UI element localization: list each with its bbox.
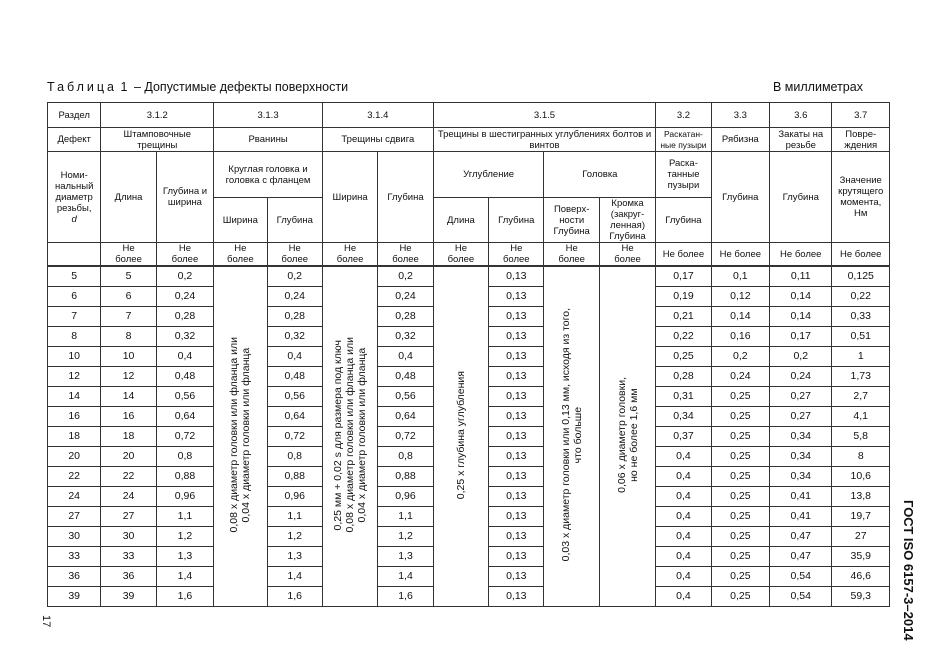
- cell-length-312: 30: [101, 527, 156, 547]
- cell-depth-313: 1,4: [267, 567, 322, 587]
- cell-pitting: 0,25: [711, 527, 769, 547]
- cell-torque: 4,1: [832, 407, 890, 427]
- cell-torque: 0,22: [832, 287, 890, 307]
- cell-thread-laps: 0,11: [770, 266, 832, 287]
- cell-torque: 10,6: [832, 467, 890, 487]
- cell-depth-314: 0,64: [378, 407, 433, 427]
- header-depth-33: Глубина: [711, 152, 769, 243]
- cell-length-312: 6: [101, 287, 156, 307]
- cell-depth-313: 0,4: [267, 347, 322, 367]
- cell-length-312: 8: [101, 327, 156, 347]
- cell-depth-313: 0,88: [267, 467, 322, 487]
- cell-torque: 2,7: [832, 387, 890, 407]
- cell-rolled-bubbles: 0,4: [656, 447, 711, 467]
- cell-depth-314: 0,72: [378, 427, 433, 447]
- cell-torque: 0,51: [832, 327, 890, 347]
- defect-thread-laps: Закаты на резьбе: [770, 128, 832, 152]
- cell-depth-312: 0,8: [156, 447, 213, 467]
- header-rolled-bubbles: Раска-танные пузыри: [656, 152, 711, 198]
- cell-depth-313: 0,32: [267, 327, 322, 347]
- not-more-label: Не более: [489, 243, 544, 267]
- section-3-1-4: 3.1.4: [322, 103, 433, 128]
- cell-rolled-bubbles: 0,31: [656, 387, 711, 407]
- cell-depth-314: 1,1: [378, 507, 433, 527]
- cell-pitting: 0,25: [711, 387, 769, 407]
- cell-thread-laps: 0,24: [770, 367, 832, 387]
- cell-torque: 27: [832, 527, 890, 547]
- cell-depth-312: 0,56: [156, 387, 213, 407]
- cell-recess-depth: 0,13: [489, 407, 544, 427]
- cell-depth-312: 0,2: [156, 266, 213, 287]
- cell-width-314-formula-text: 0,25 мм + 0,02 s для размера под ключ 0,08 x диаметр головки или фланца или 0,04 x диаметр головки или фланца: [332, 337, 369, 533]
- cell-recess-depth: 0,13: [489, 447, 544, 467]
- cell-depth-314: 0,48: [378, 367, 433, 387]
- cell-diameter: 5: [48, 266, 101, 287]
- not-more-label: Не более: [433, 243, 488, 267]
- not-more-label: Не более: [378, 243, 433, 267]
- section-3-7: 3.7: [832, 103, 890, 128]
- not-more-label: Не более: [101, 243, 156, 267]
- header-edge-depth: Кромка (закруг-ленная) Глубина: [599, 198, 655, 243]
- cell-depth-313: 0,2: [267, 266, 322, 287]
- cell-thread-laps: 0,27: [770, 407, 832, 427]
- cell-torque: 35,9: [832, 547, 890, 567]
- cell-thread-laps: 0,47: [770, 547, 832, 567]
- cell-depth-312: 0,88: [156, 467, 213, 487]
- cell-length-312: 12: [101, 367, 156, 387]
- cell-pitting: 0,25: [711, 507, 769, 527]
- header-head: Головка: [544, 152, 656, 198]
- cell-thread-laps: 0,14: [770, 287, 832, 307]
- cell-rolled-bubbles: 0,21: [656, 307, 711, 327]
- section-3-6: 3.6: [770, 103, 832, 128]
- cell-diameter: 27: [48, 507, 101, 527]
- cell-depth-313: 1,2: [267, 527, 322, 547]
- cell-pitting: 0,25: [711, 487, 769, 507]
- cell-length-312: 39: [101, 587, 156, 607]
- cell-pitting: 0,25: [711, 467, 769, 487]
- cell-length-312: 22: [101, 467, 156, 487]
- section-3-2: 3.2: [656, 103, 711, 128]
- cell-torque: 8: [832, 447, 890, 467]
- cell-diameter: 36: [48, 567, 101, 587]
- cell-pitting: 0,16: [711, 327, 769, 347]
- not-more-label: Не более: [544, 243, 599, 267]
- cell-depth-313: 0,64: [267, 407, 322, 427]
- header-defekt: Дефект: [48, 128, 101, 152]
- cell-diameter: 24: [48, 487, 101, 507]
- cell-diameter: 30: [48, 527, 101, 547]
- cell-pitting: 0,25: [711, 547, 769, 567]
- cell-pitting: 0,25: [711, 567, 769, 587]
- not-more-label: Не более: [156, 243, 213, 267]
- cell-recess-length-formula-text: 0,25 x глубина углубления: [454, 370, 467, 500]
- cell-rolled-bubbles: 0,34: [656, 407, 711, 427]
- cell-depth-314: 1,2: [378, 527, 433, 547]
- section-3-1-5: 3.1.5: [433, 103, 656, 128]
- cell-depth-314: 1,6: [378, 587, 433, 607]
- cell-diameter: 8: [48, 327, 101, 347]
- cell-diameter: 10: [48, 347, 101, 367]
- cell-length-312: 36: [101, 567, 156, 587]
- cell-length-312: 16: [101, 407, 156, 427]
- cell-recess-depth: 0,13: [489, 387, 544, 407]
- cell-diameter: 7: [48, 307, 101, 327]
- cell-pitting: 0,25: [711, 407, 769, 427]
- cell-thread-laps: 0,14: [770, 307, 832, 327]
- header-depth-32: Глубина: [656, 198, 711, 243]
- cell-rolled-bubbles: 0,4: [656, 587, 711, 607]
- not-more-label: Не более: [214, 243, 267, 267]
- cell-edge-depth-formula-text: 0,06 x диаметр головки, но не более 1,6 мм: [615, 377, 640, 493]
- defect-pitting: Рябизна: [711, 128, 769, 152]
- header-round-head: Круглая головка и головка с фланцем: [214, 152, 323, 198]
- cell-thread-laps: 0,41: [770, 507, 832, 527]
- cell-depth-313: 0,28: [267, 307, 322, 327]
- cell-length-312: 10: [101, 347, 156, 367]
- cell-recess-depth: 0,13: [489, 307, 544, 327]
- header-recess-depth: Глубина: [489, 198, 544, 243]
- cell-thread-laps: 0,54: [770, 587, 832, 607]
- defect-tears: Рванины: [214, 128, 323, 152]
- cell-depth-312: 0,4: [156, 347, 213, 367]
- cell-thread-laps: 0,54: [770, 567, 832, 587]
- cell-length-312: 5: [101, 266, 156, 287]
- cell-recess-depth: 0,13: [489, 427, 544, 447]
- cell-thread-laps: 0,34: [770, 427, 832, 447]
- not-more-label: Не более: [770, 243, 832, 267]
- cell-torque: 13,8: [832, 487, 890, 507]
- cell-thread-laps: 0,27: [770, 387, 832, 407]
- not-more-label: Не более: [322, 243, 377, 267]
- cell-diameter: 18: [48, 427, 101, 447]
- caption-title: – Допустимые дефекты поверхности: [133, 80, 349, 94]
- cell-rolled-bubbles: 0,17: [656, 266, 711, 287]
- cell-rolled-bubbles: 0,37: [656, 427, 711, 447]
- cell-depth-314: 0,96: [378, 487, 433, 507]
- cell-depth-313: 1,6: [267, 587, 322, 607]
- cell-depth-312: 1,4: [156, 567, 213, 587]
- cell-diameter: 16: [48, 407, 101, 427]
- cell-depth-314: 0,24: [378, 287, 433, 307]
- cell-length-312: 18: [101, 427, 156, 447]
- cell-depth-312: 0,28: [156, 307, 213, 327]
- cell-depth-313: 0,96: [267, 487, 322, 507]
- standard-designation: ГОСТ ISO 6157-3–2014: [901, 500, 916, 641]
- cell-pitting: 0,2: [711, 347, 769, 367]
- cell-torque: 19,7: [832, 507, 890, 527]
- cell-depth-312: 0,96: [156, 487, 213, 507]
- cell-diameter: 22: [48, 467, 101, 487]
- cell-depth-314: 1,4: [378, 567, 433, 587]
- cell-torque: 46,6: [832, 567, 890, 587]
- cell-recess-depth: 0,13: [489, 547, 544, 567]
- cell-rolled-bubbles: 0,25: [656, 347, 711, 367]
- cell-surface-depth-formula-text: 0,03 x диаметр головки или 0,13 мм, исходя из того, что больше: [559, 308, 584, 562]
- cell-width-313-formula: [214, 266, 267, 607]
- cell-rolled-bubbles: 0,22: [656, 327, 711, 347]
- cell-diameter: 12: [48, 367, 101, 387]
- cell-depth-314: 0,56: [378, 387, 433, 407]
- not-more-label: Не более: [599, 243, 655, 267]
- cell-depth-312: 0,24: [156, 287, 213, 307]
- cell-depth-314: 0,2: [378, 266, 433, 287]
- cell-depth-312: 0,48: [156, 367, 213, 387]
- cell-length-312: 33: [101, 547, 156, 567]
- cell-depth-312: 1,2: [156, 527, 213, 547]
- header-length-312: Длина: [101, 152, 156, 243]
- cell-depth-312: 1,1: [156, 507, 213, 527]
- cell-thread-laps: 0,41: [770, 487, 832, 507]
- cell-thread-laps: 0,47: [770, 527, 832, 547]
- cell-rolled-bubbles: 0,4: [656, 487, 711, 507]
- cell-rolled-bubbles: 0,19: [656, 287, 711, 307]
- header-razdel: Раздел: [48, 103, 101, 128]
- cell-diameter: 33: [48, 547, 101, 567]
- cell-thread-laps: 0,2: [770, 347, 832, 367]
- header-recess: Углубление: [433, 152, 544, 198]
- cell-width-314-formula: [322, 266, 377, 607]
- cell-diameter: 6: [48, 287, 101, 307]
- cell-diameter: 20: [48, 447, 101, 467]
- not-more-label: Не более: [656, 243, 711, 267]
- cell-recess-depth: 0,13: [489, 487, 544, 507]
- cell-recess-depth: 0,13: [489, 527, 544, 547]
- cell-length-312: 14: [101, 387, 156, 407]
- header-torque: Значение крутящего момента, Нм: [832, 152, 890, 243]
- cell-depth-312: 1,6: [156, 587, 213, 607]
- header-depth-width-312: Глубина и ширина: [156, 152, 213, 243]
- d-symbol: d: [71, 213, 77, 225]
- cell-rolled-bubbles: 0,4: [656, 547, 711, 567]
- cell-length-312: 7: [101, 307, 156, 327]
- cell-torque: 5,8: [832, 427, 890, 447]
- cell-recess-depth: 0,13: [489, 467, 544, 487]
- cell-torque: 1,73: [832, 367, 890, 387]
- cell-depth-312: 0,72: [156, 427, 213, 447]
- cell-recess-length-formula: [433, 266, 488, 607]
- cell-recess-depth: 0,13: [489, 327, 544, 347]
- cell-recess-depth: 0,13: [489, 266, 544, 287]
- cell-depth-314: 0,4: [378, 347, 433, 367]
- header-width-314: Ширина: [322, 152, 377, 243]
- not-more-label: Не более: [267, 243, 322, 267]
- defect-hex-socket-cracks: Трещины в шестигранных углублениях болтов и винтов: [433, 128, 656, 152]
- defect-stamping-cracks: Штамповочные трещины: [101, 128, 214, 152]
- cell-rolled-bubbles: 0,4: [656, 567, 711, 587]
- cell-diameter: 39: [48, 587, 101, 607]
- diameter-label: Номи-нальный диаметр резьбы,: [54, 169, 94, 214]
- cell-thread-laps: 0,34: [770, 467, 832, 487]
- cell-pitting: 0,14: [711, 307, 769, 327]
- cell-torque: 0,33: [832, 307, 890, 327]
- cell-pitting: 0,1: [711, 266, 769, 287]
- header-recess-length: Длина: [433, 198, 488, 243]
- cell-depth-312: 1,3: [156, 547, 213, 567]
- header-surface-depth: Поверх-ности Глубина: [544, 198, 599, 243]
- cell-depth-314: 0,32: [378, 327, 433, 347]
- caption-prefix: Таблица: [47, 80, 118, 94]
- defects-table: [47, 102, 890, 607]
- cell-depth-314: 0,8: [378, 447, 433, 467]
- not-more-label: Не более: [711, 243, 769, 267]
- cell-length-312: 24: [101, 487, 156, 507]
- header-width-313: Ширина: [214, 198, 267, 243]
- cell-rolled-bubbles: 0,4: [656, 467, 711, 487]
- section-3-1-3: 3.1.3: [214, 103, 323, 128]
- cell-pitting: 0,12: [711, 287, 769, 307]
- cell-recess-depth: 0,13: [489, 287, 544, 307]
- header-depth-314: Глубина: [378, 152, 433, 243]
- cell-depth-313: 1,1: [267, 507, 322, 527]
- table-row: [48, 266, 890, 287]
- section-3-3: 3.3: [711, 103, 769, 128]
- table-caption: [47, 80, 348, 94]
- defect-shear-cracks: Трещины сдвига: [322, 128, 433, 152]
- section-3-1-2: 3.1.2: [101, 103, 214, 128]
- cell-pitting: 0,24: [711, 367, 769, 387]
- cell-torque: 1: [832, 347, 890, 367]
- cell-depth-313: 0,24: [267, 287, 322, 307]
- page-number: 17: [40, 615, 52, 628]
- cell-recess-depth: 0,13: [489, 347, 544, 367]
- cell-depth-312: 0,32: [156, 327, 213, 347]
- cell-depth-313: 0,56: [267, 387, 322, 407]
- header-diameter: [48, 152, 101, 243]
- cell-thread-laps: 0,17: [770, 327, 832, 347]
- cell-pitting: 0,25: [711, 427, 769, 447]
- cell-rolled-bubbles: 0,4: [656, 507, 711, 527]
- cell-depth-313: 0,8: [267, 447, 322, 467]
- header-depth-36: Глубина: [770, 152, 832, 243]
- cell-rolled-bubbles: 0,28: [656, 367, 711, 387]
- cell-width-313-formula-text: 0,08 x диаметр головки или фланца или 0,04 x диаметр головки или фланца: [228, 337, 253, 533]
- cell-recess-depth: 0,13: [489, 507, 544, 527]
- cell-depth-313: 1,3: [267, 547, 322, 567]
- cell-length-312: 27: [101, 507, 156, 527]
- cell-pitting: 0,25: [711, 447, 769, 467]
- cell-torque: 0,125: [832, 266, 890, 287]
- cell-recess-depth: 0,13: [489, 367, 544, 387]
- defect-rolled-bubbles: Раскатан-ные пузыри: [656, 128, 711, 152]
- cell-edge-depth-formula: [599, 266, 655, 607]
- cell-rolled-bubbles: 0,4: [656, 527, 711, 547]
- cell-pitting: 0,25: [711, 587, 769, 607]
- header-blank: [48, 243, 101, 267]
- header-depth-313: Глубина: [267, 198, 322, 243]
- not-more-label: Не более: [832, 243, 890, 267]
- units-note: В миллиметрах: [773, 80, 863, 94]
- cell-depth-314: 1,3: [378, 547, 433, 567]
- cell-depth-314: 0,88: [378, 467, 433, 487]
- cell-length-312: 20: [101, 447, 156, 467]
- cell-surface-depth-formula: [544, 266, 599, 607]
- cell-torque: 59,3: [832, 587, 890, 607]
- cell-depth-312: 0,64: [156, 407, 213, 427]
- cell-depth-313: 0,48: [267, 367, 322, 387]
- cell-thread-laps: 0,34: [770, 447, 832, 467]
- cell-diameter: 14: [48, 387, 101, 407]
- cell-depth-313: 0,72: [267, 427, 322, 447]
- defect-damage: Повре-ждения: [832, 128, 890, 152]
- cell-recess-depth: 0,13: [489, 567, 544, 587]
- caption-number: 1: [120, 80, 131, 94]
- cell-depth-314: 0,28: [378, 307, 433, 327]
- cell-recess-depth: 0,13: [489, 587, 544, 607]
